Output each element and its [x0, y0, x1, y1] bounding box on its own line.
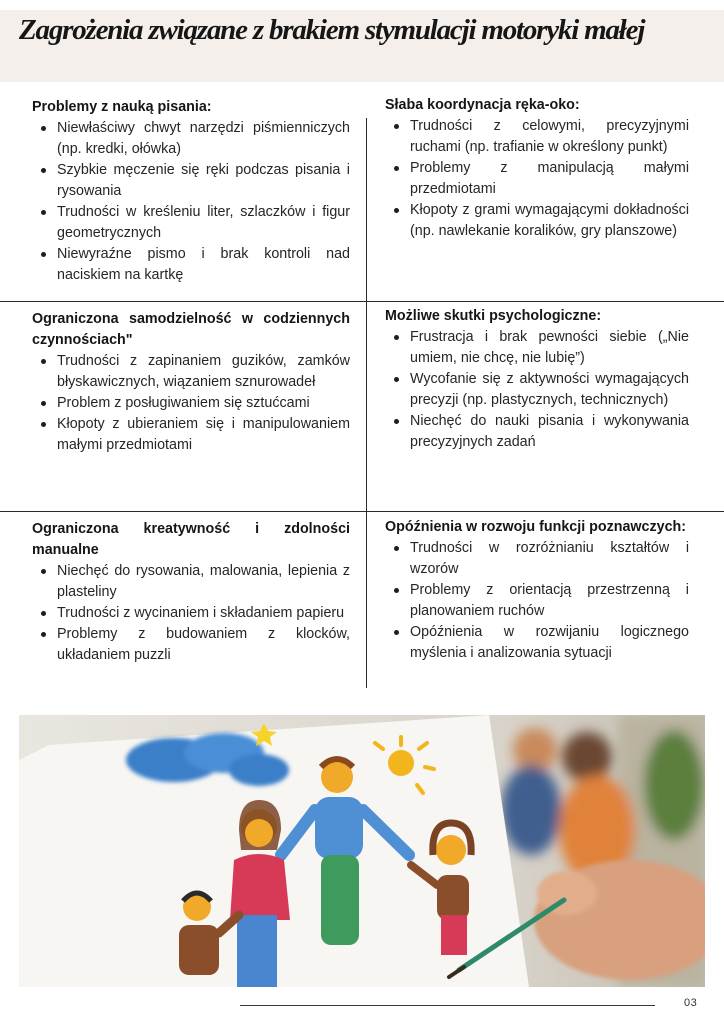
- list-item: Trudności z celowymi, precyzyjnymi ruchami (np. trafianie w określony punkt): [385, 116, 689, 158]
- page-number: 03: [684, 997, 698, 1009]
- list-item: Opóźnienia w rozwijaniu logicznego myślenia i analizowania sytuacji: [385, 622, 689, 664]
- page-title: Zagrożenia związane z brakiem stymulacji motoryki małej: [19, 14, 645, 46]
- list-item: Frustracja i brak pewności siebie („Nie umiem, nie chcę, nie lubię”): [385, 327, 689, 369]
- section-limited-creativity: [32, 519, 350, 666]
- list-item: Wycofanie się z aktywności wymagających precyzji (np. plastycznych, technicznych): [385, 369, 689, 411]
- list-item: Szybkie męczenie się ręki podczas pisania i rysowania: [32, 160, 350, 202]
- bullet-list: [385, 327, 689, 453]
- bullet-list: [32, 118, 350, 286]
- row-divider: [0, 511, 724, 512]
- section-heading: Słaba koordynacja ręka-oko:: [385, 97, 580, 113]
- section-limited-independence: [32, 309, 350, 456]
- section-writing-problems: [32, 97, 350, 286]
- list-item: Kłopoty z grami wymagającymi dokładności (np. nawlekanie koralików, gry planszowe): [385, 200, 689, 242]
- section-heading: Możliwe skutki psychologiczne:: [385, 308, 602, 324]
- section-heading: Opóźnienia w rozwoju funkcji poznawczych:: [385, 519, 687, 535]
- list-item: Trudności w rozróżnianiu kształtów i wzorów: [385, 538, 689, 580]
- section-cognitive-delays: [385, 517, 689, 664]
- section-heading: Ograniczona kreatywność i zdolności manualne: [32, 521, 350, 558]
- list-item: Kłopoty z ubieraniem się i manipulowaniem małymi przedmiotami: [32, 414, 350, 456]
- bullet-list: [32, 561, 350, 666]
- list-item: Niewyraźne pismo i brak kontroli nad naciskiem na kartkę: [32, 244, 350, 286]
- list-item: Problemy z orientacją przestrzenną i planowaniem ruchów: [385, 580, 689, 622]
- section-psychological-effects: [385, 306, 689, 453]
- list-item: Niewłaściwy chwyt narzędzi piśmienniczych (np. kredki, ołówka): [32, 118, 350, 160]
- list-item: Niechęć do rysowania, malowania, lepienia z plasteliny: [32, 561, 350, 603]
- child-drawing-photo: [19, 715, 705, 987]
- list-item: Problem z posługiwaniem się sztućcami: [32, 393, 350, 414]
- section-hand-eye-coordination: [385, 95, 689, 242]
- bullet-list: [385, 538, 689, 664]
- column-divider: [366, 118, 367, 688]
- bullet-list: [385, 116, 689, 242]
- list-item: Trudności z wycinaniem i składaniem papieru: [32, 603, 350, 624]
- row-divider: [0, 301, 724, 302]
- section-heading: Ograniczona samodzielność w codziennych czynnościach": [32, 311, 350, 348]
- list-item: Niechęć do nauki pisania i wykonywania precyzyjnych zadań: [385, 411, 689, 453]
- list-item: Trudności w kreśleniu liter, szlaczków i figur geometrycznych: [32, 202, 350, 244]
- list-item: Problemy z manipulacją małymi przedmiotami: [385, 158, 689, 200]
- section-heading: Problemy z nauką pisania:: [32, 99, 212, 115]
- footer-rule: [240, 1005, 655, 1006]
- list-item: Trudności z zapinaniem guzików, zamków błyskawicznych, wiązaniem sznurowadeł: [32, 351, 350, 393]
- bullet-list: [32, 351, 350, 456]
- list-item: Problemy z budowaniem z klocków, układaniem puzzli: [32, 624, 350, 666]
